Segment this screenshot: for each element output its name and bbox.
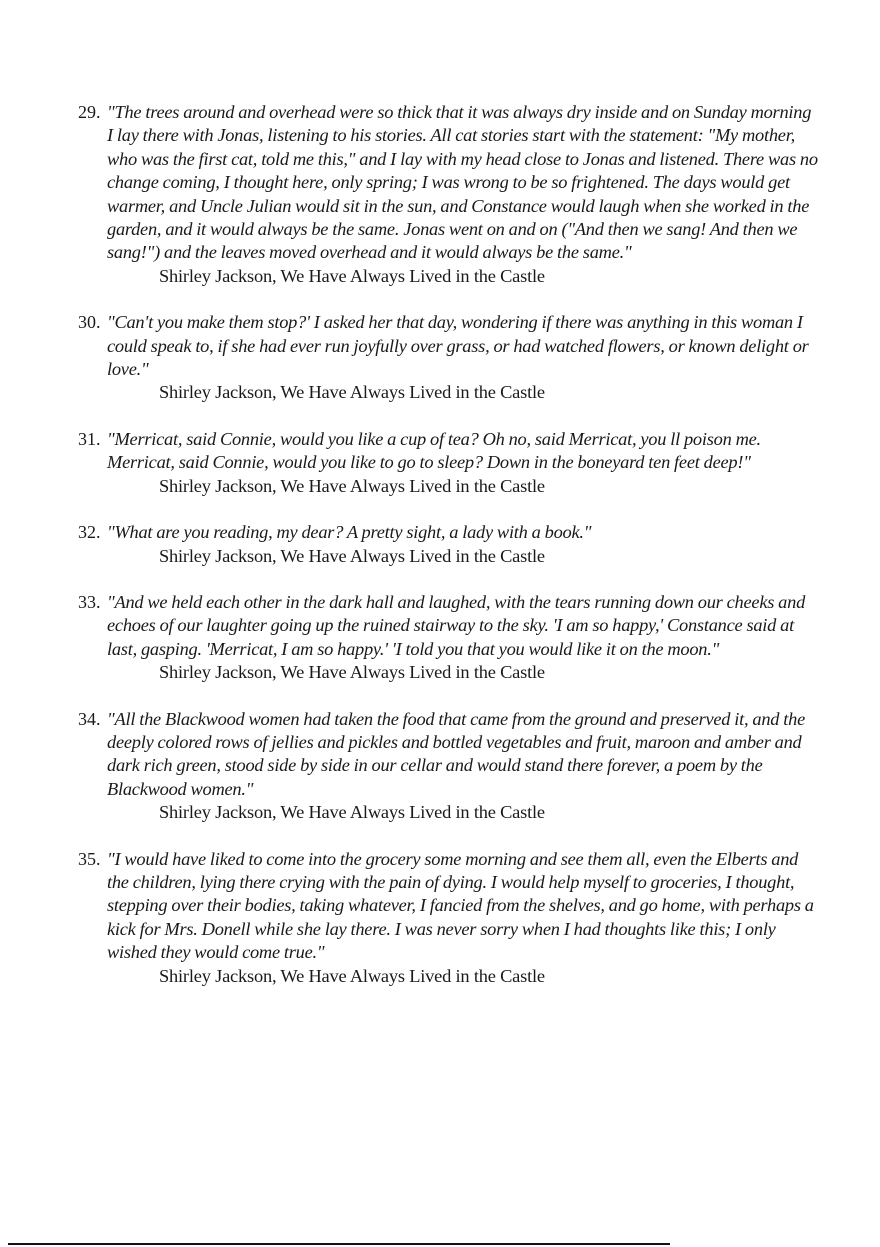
quote-number: 34.: [78, 708, 101, 729]
quote-text: "The trees around and overhead were so thick that it was always dry inside and on Sunday morning I lay there with Jonas, listening to his stories. All cat stories start with the statement: "My mother, who was the first cat, told me this," and I lay with my head close to Jonas and listened. There was no change coming, I thought here, only spring; I was wrong to be so frightened. The days would get warmer, and Uncle Julian would sit in the sun, and Constance would laugh when she worked in the garden, and it would always be the same. Jonas went on and on ("And then we sang! And then we sang!") and the leaves moved overhead and it would always be the same.": [107, 102, 818, 263]
quote-number: 30.: [78, 312, 101, 333]
quote-item: [78, 521, 818, 568]
quote-attribution: Shirley Jackson, We Have Always Lived in the Castle: [159, 475, 545, 496]
quote-attribution: Shirley Jackson, We Have Always Lived in the Castle: [159, 965, 545, 986]
quote-text: "And we held each other in the dark hall and laughed, with the tears running down our cheeks and echoes of our laughter going up the ruined stairway to the sky. 'I am so happy,' Constance said at last, gasping. 'Merricat, I am so happy.' 'I told you that you would like it on the moon.": [107, 591, 806, 659]
quote-number: 35.: [78, 848, 101, 869]
quote-number: 32.: [78, 522, 101, 543]
quote-number: 31.: [78, 428, 101, 449]
quote-item: [78, 311, 818, 405]
footer-rule: [8, 1243, 670, 1245]
quote-item: [78, 708, 818, 825]
quote-text: "I would have liked to come into the grocery some morning and see them all, even the Elberts and the children, lying there crying with the pain of dying. I would help myself to groceries, I thought, stepping over their bodies, taking whatever, I fancied from the shelves, and go home, with perhaps a kick for Mrs. Donell while she lay there. I was never sorry when I had thoughts like this; I only wished they would come true.": [107, 848, 814, 963]
quote-number: 29.: [78, 102, 101, 122]
quote-attribution: Shirley Jackson, We Have Always Lived in the Castle: [159, 802, 545, 823]
quote-attribution: Shirley Jackson, We Have Always Lived in the Castle: [159, 382, 545, 403]
quote-text: "All the Blackwood women had taken the food that came from the ground and preserved it, and the deeply colored rows of jellies and pickles and bottled vegetables and fruit, maroon and amber and dark rich green, stood side by side in our cellar and would stand there forever, a poem by the Blackwood women.": [107, 708, 806, 799]
quote-attribution: Shirley Jackson, We Have Always Lived in the Castle: [159, 545, 545, 566]
quote-text: "Merricat, said Connie, would you like a cup of tea? Oh no, said Merricat, you ll poison me. Merricat, said Connie, would you like to go to sleep? Down in the boneyard ten feet deep!": [107, 428, 761, 473]
quote-item: [78, 591, 818, 685]
quote-text: "What are you reading, my dear? A pretty sight, a lady with a book.": [107, 522, 592, 543]
quote-text: "Can't you make them stop?' I asked her that day, wondering if there was anything in this woman I could speak to, if she had ever run joyfully over grass, or had watched flowers, or known delight or love.": [107, 312, 809, 380]
quote-item: [78, 848, 818, 988]
quote-attribution: Shirley Jackson, We Have Always Lived in the Castle: [159, 662, 545, 683]
quote-attribution: Shirley Jackson, We Have Always Lived in the Castle: [159, 265, 545, 286]
quote-number: 33.: [78, 591, 101, 612]
quote-list: [78, 101, 818, 1011]
quote-item: [78, 428, 818, 498]
quote-item: [78, 101, 818, 288]
